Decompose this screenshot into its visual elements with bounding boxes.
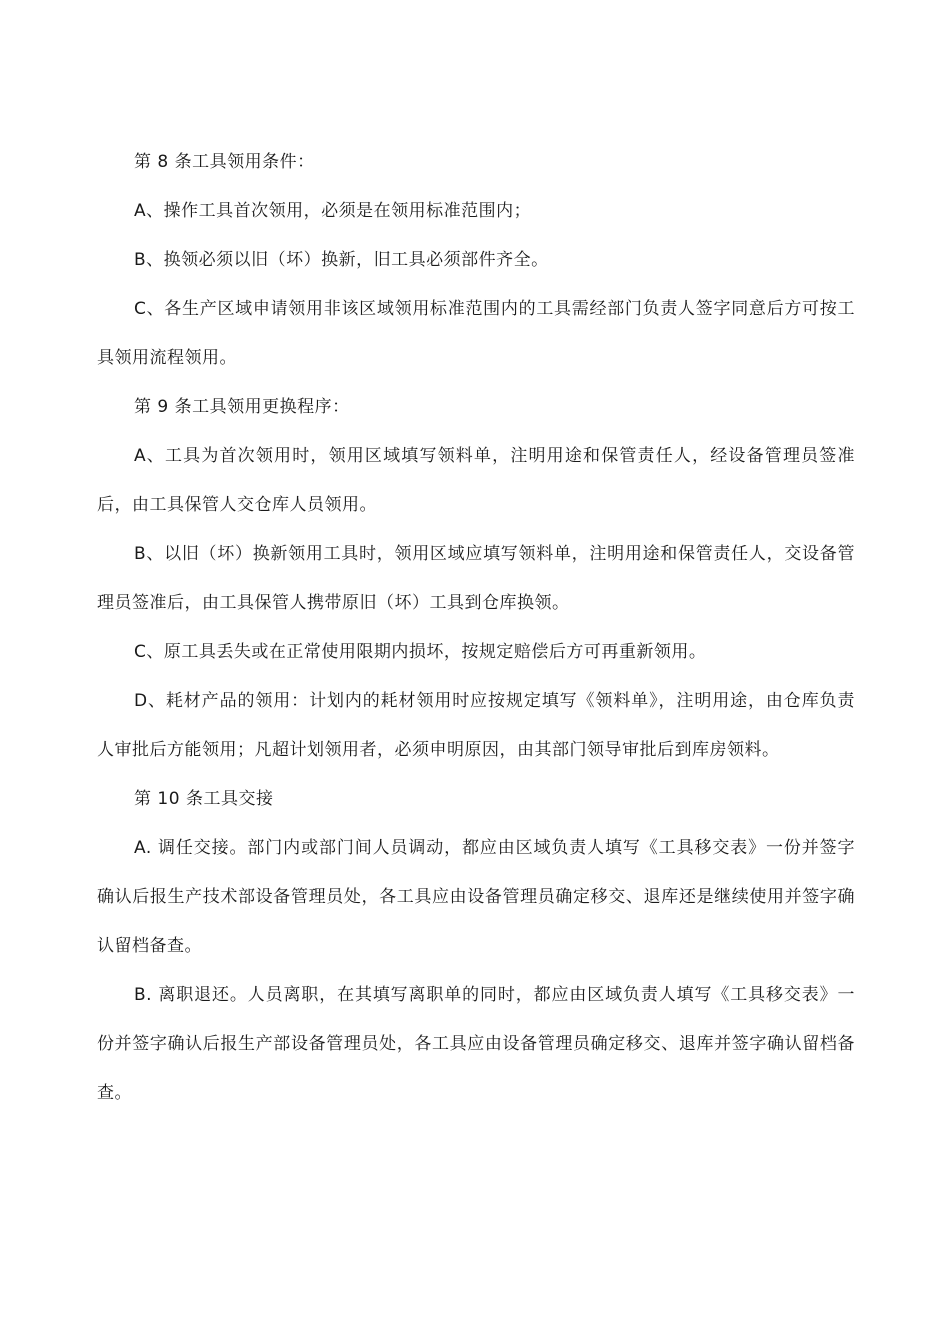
article-10-item-b: B. 离职退还。人员离职，在其填写离职单的同时，都应由区域负责人填写《工具移交表》一份并签字确认后报生产部设备管理员处，各工具应由设备管理员确定移交、退库并签字确认留档备查。	[97, 985, 855, 1103]
article-9-item-b: B、以旧（坏）换新领用工具时，领用区域应填写领料单，注明用途和保管责任人，交设备管理员签准后，由工具保管人携带原旧（坏）工具到仓库换领。	[97, 544, 855, 613]
article-8-item-a: A、操作工具首次领用，必须是在领用标准范围内；	[134, 201, 532, 221]
article-8-heading: 第 8 条工具领用条件：	[134, 152, 315, 172]
article-8-item-c: C、各生产区域申请领用非该区域领用标准范围内的工具需经部门负责人签字同意后方可按工具领用流程领用。	[97, 299, 855, 368]
article-10-heading: 第 10 条工具交接	[134, 789, 274, 809]
document-body	[97, 138, 855, 1118]
article-9-item-d: D、耗材产品的领用：计划内的耗材领用时应按规定填写《领料单》，注明用途，由仓库负责人审批后方能领用；凡超计划领用者，必须申明原因，由其部门领导审批后到库房领料。	[97, 691, 855, 760]
article-9-item-a: A、工具为首次领用时，领用区域填写领料单，注明用途和保管责任人，经设备管理员签准后，由工具保管人交仓库人员领用。	[97, 446, 855, 515]
article-8-item-b: B、换领必须以旧（坏）换新，旧工具必须部件齐全。	[134, 250, 549, 270]
article-9-item-c: C、原工具丢失或在正常使用限期内损坏，按规定赔偿后方可再重新领用。	[134, 642, 707, 662]
article-9-heading: 第 9 条工具领用更换程序：	[134, 397, 350, 417]
article-10-item-a: A. 调任交接。部门内或部门间人员调动，都应由区域负责人填写《工具移交表》一份并签字确认后报生产技术部设备管理员处，各工具应由设备管理员确定移交、退库还是继续使用并签字确认留档备查。	[97, 838, 855, 956]
